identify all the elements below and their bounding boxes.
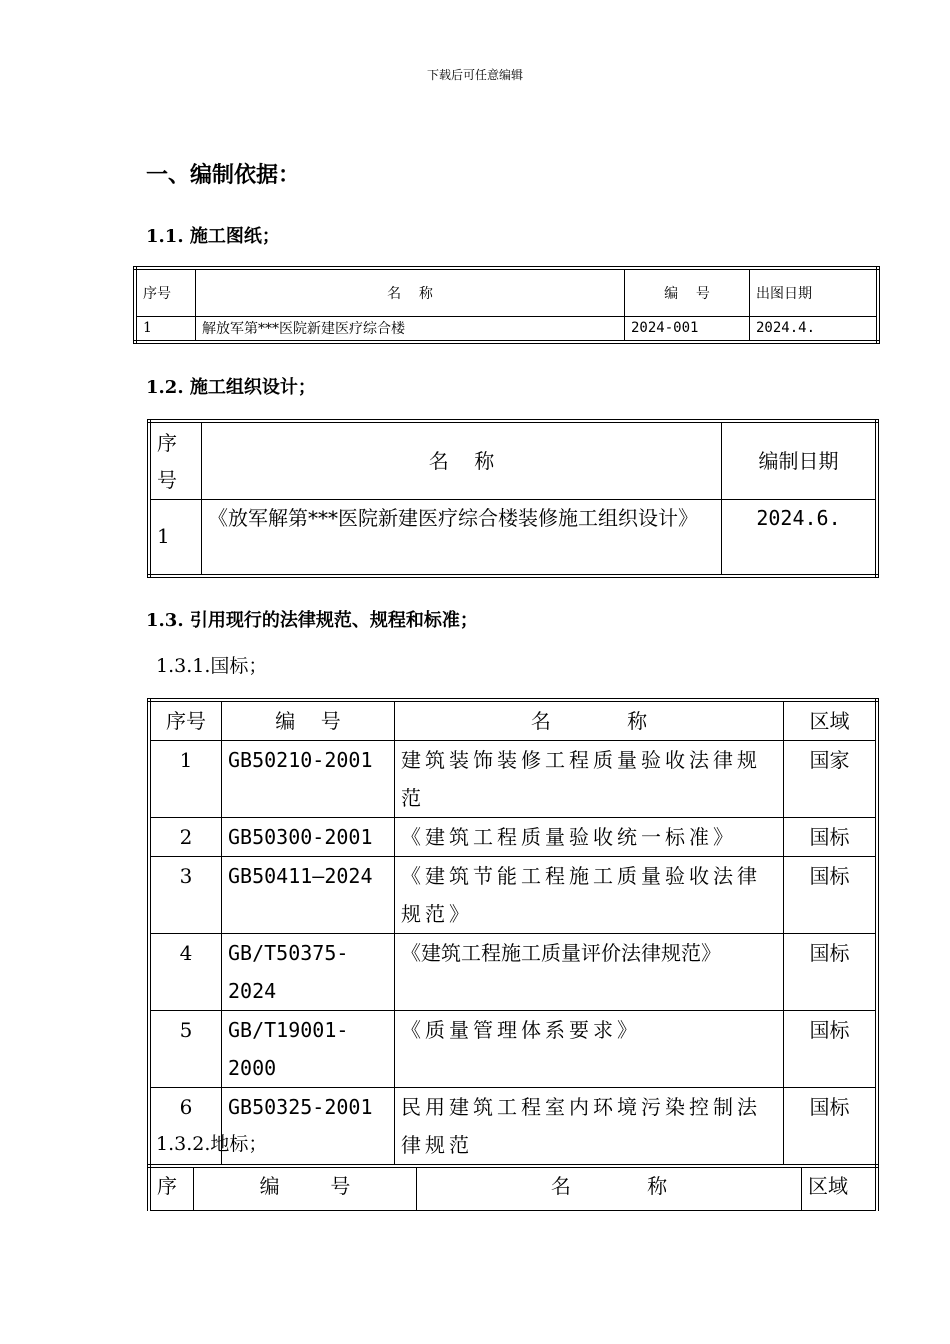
th-code: 编 号: [194, 1166, 417, 1210]
cell-index: 4: [149, 934, 222, 1011]
cell-region: 国标: [784, 818, 878, 857]
th-index: 序号: [149, 700, 222, 741]
heading-1-3-2: 1.3.2.地标；: [156, 1133, 268, 1155]
local-standards-table: [147, 1164, 879, 1211]
heading-1-3: 1.3. 引用现行的法律规范、规程和标准；: [146, 610, 478, 631]
th-region: 区域: [802, 1166, 878, 1210]
heading-1-2: 1.2. 施工组织设计；: [146, 377, 316, 398]
cell-index: 6: [149, 1088, 222, 1167]
section-title: 一、编制依据：: [146, 162, 301, 188]
cell-region: 国标: [784, 1011, 878, 1088]
cell-name: 《建筑工程施工质量评价法律规范》: [395, 934, 784, 1011]
heading-1-3-1: 1.3.1.国标；: [156, 655, 268, 677]
cell-region: 国家: [784, 741, 878, 818]
cell-index: 3: [149, 857, 222, 934]
th-name: 名 称: [417, 1166, 802, 1210]
cell-index: 1: [135, 316, 196, 342]
th-code: 编 号: [222, 700, 395, 741]
cell-index: 1: [149, 741, 222, 818]
th-index: 序: [149, 1166, 194, 1210]
cell-code: GB/T19001-2000: [222, 1011, 395, 1088]
th-region: 区域: [784, 700, 878, 741]
cell-index: 2: [149, 818, 222, 857]
cell-index: 5: [149, 1011, 222, 1088]
cell-region: 国标: [784, 857, 878, 934]
th-date: 编制日期: [722, 421, 878, 500]
cell-code: 2024-001: [625, 316, 750, 342]
th-index: 序号: [149, 421, 202, 500]
cell-name: 《建筑节能工程施工质量验收法律规范》: [395, 857, 784, 934]
cell-name: 解放军第***医院新建医疗综合楼: [196, 316, 625, 342]
th-name: 名 称: [395, 700, 784, 741]
cell-region: 国标: [784, 934, 878, 1011]
cell-code: GB50325-2001: [222, 1088, 395, 1167]
cell-code: GB50300-2001: [222, 818, 395, 857]
cell-name: 民用建筑工程室内环境污染控制法律规范: [395, 1088, 784, 1167]
cell-index: 1: [149, 500, 202, 576]
national-standards-table: [147, 698, 879, 1168]
cell-code: GB/T50375-2024: [222, 934, 395, 1011]
cell-name: 建筑装饰装修工程质量验收法律规范: [395, 741, 784, 818]
th-index: 序号: [135, 268, 196, 316]
design-table: [147, 419, 879, 578]
heading-1-1: 1.1. 施工图纸；: [146, 226, 280, 247]
cell-date: 2024.4.: [750, 316, 879, 342]
cell-name: 《建筑工程质量验收统一标准》: [395, 818, 784, 857]
th-code: 编 号: [625, 268, 750, 316]
th-name: 名 称: [196, 268, 625, 316]
cell-date: 2024.6.: [722, 500, 878, 576]
cell-code: GB50411—2024: [222, 857, 395, 934]
cell-region: 国标: [784, 1088, 878, 1167]
drawings-table: [133, 266, 880, 344]
cell-code: GB50210-2001: [222, 741, 395, 818]
cell-name: 《放军解第***医院新建医疗综合楼装修施工组织设计》: [202, 500, 722, 576]
page-header: 下载后可任意编辑: [426, 68, 523, 82]
cell-name: 《质量管理体系要求》: [395, 1011, 784, 1088]
th-date: 出图日期: [750, 268, 879, 316]
th-name: 名 称: [202, 421, 722, 500]
